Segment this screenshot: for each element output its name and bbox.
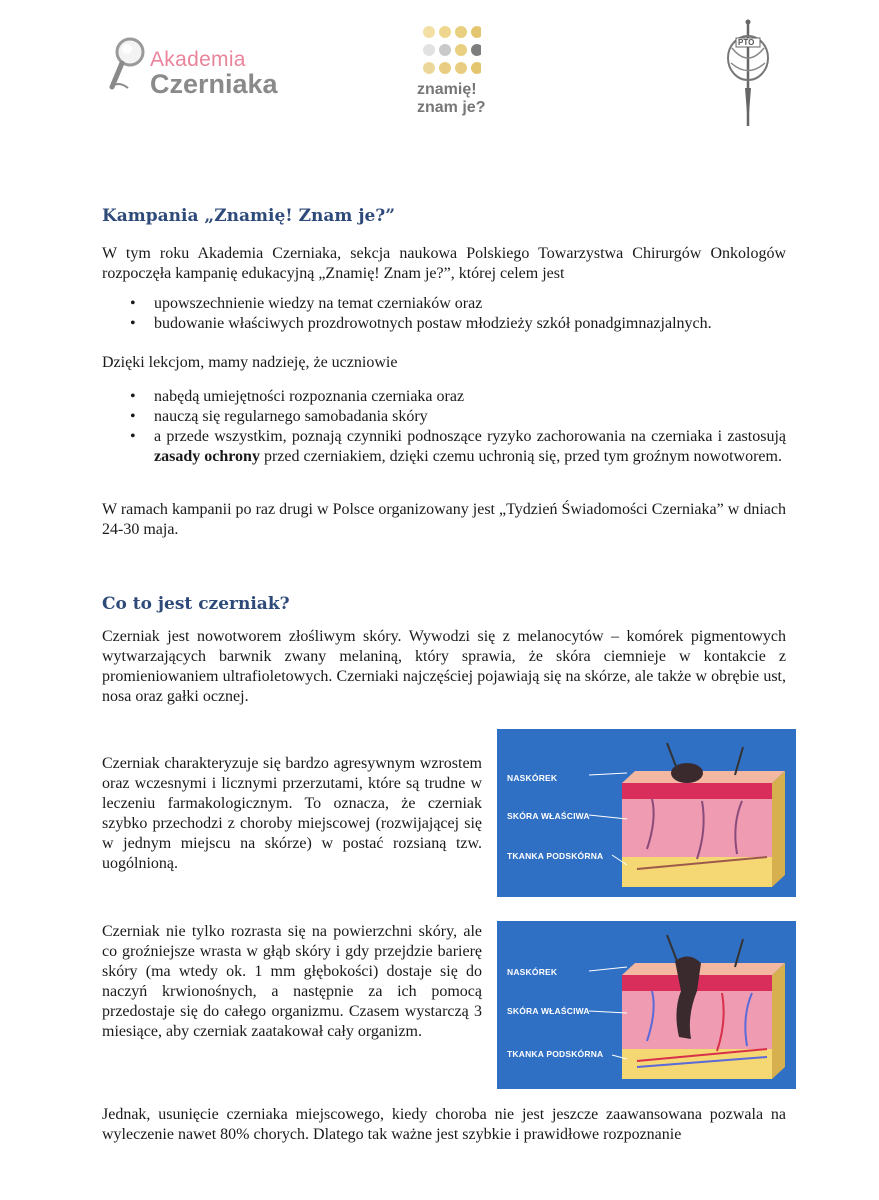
label-subcutaneous: TKANKA PODSKÓRNA bbox=[507, 1049, 604, 1059]
label-dermis: SKÓRA WŁAŚCIWA bbox=[507, 811, 590, 821]
skin-diagram-advanced bbox=[497, 921, 796, 1089]
label-epidermis: NASKÓREK bbox=[507, 967, 558, 977]
melanoma-definition: Czerniak jest nowotworem złośliwym skóry. Wywodzi się z melanocytów – komórek pigmentowych wytwarzających barwnik zwany melaniną, który sprawia, że skóra ciemnieje w kontakcie z promieniowaniem ultrafioletowych. Czerniaki najczęściej pojawiają się na skórze, ale także w obrębie ust, nosa oraz gałki ocznej. bbox=[102, 628, 786, 705]
label-subcutaneous: TKANKA PODSKÓRNA bbox=[507, 851, 604, 861]
label-dermis: SKÓRA WŁAŚCIWA bbox=[507, 1006, 590, 1016]
campaign-closing: W ramach kampanii po raz drugi w Polsce organizowany jest „Tydzień Świadomości Czerniaka” w dniach 24-30 maja. bbox=[102, 501, 786, 538]
hope-text: Dzięki lekcjom, mamy nadzieję, że uczniowie bbox=[102, 354, 398, 371]
skin-layers-illustration bbox=[497, 921, 796, 1089]
skin-diagram-early bbox=[497, 729, 796, 897]
campaign-intro: W tym roku Akademia Czerniaka, sekcja naukowa Polskiego Towarzystwa Chirurgów Onkologów rozpoczęła kampanię edukacyjną „Znamię! Znam je?”, której celem jest bbox=[102, 245, 786, 282]
section-title-what-is-melanoma: Co to jest czerniak? bbox=[102, 594, 290, 614]
pto-logo bbox=[722, 18, 774, 128]
list-item: • budowanie właściwych prozdrowotnych postaw młodzieży szkół ponadgimnazjalnych. bbox=[102, 314, 786, 334]
logo-text-znam-je: znam je? bbox=[417, 99, 486, 116]
dots-grid-icon bbox=[421, 24, 481, 82]
logo-text-pto: PTO bbox=[738, 38, 755, 47]
list-item: • upowszechnienie wiedzy na temat czerniaków oraz bbox=[102, 294, 786, 314]
list-item: • a przede wszystkim, poznają czynniki podnoszące ryzyko zachorowania na czerniaka i zastosują zasady ochrony przed czerniakiem, dzięki czemu uchronią się, przed tym groźnym nowotworem. bbox=[102, 427, 786, 467]
section-title-campaign: Kampania „Znamię! Znam je?” bbox=[102, 206, 396, 226]
logo-text-czerniaka: Czerniaka bbox=[150, 69, 278, 99]
magnifier-icon bbox=[108, 32, 154, 98]
bold-protection-rules: zasady ochrony bbox=[154, 448, 260, 465]
campaign-goals-list bbox=[102, 294, 786, 334]
logo-text-akademia: Akademia bbox=[150, 48, 246, 71]
melanoma-treatment: Jednak, usunięcie czerniaka miejscowego, kiedy choroba nie jest jeszcze zaawansowana pozwala na wyleczenie nawet 80% chorych. Dlatego tak ważne jest szybkie i prawidłowe rozpoznanie bbox=[102, 1106, 786, 1143]
list-item: • nauczą się regularnego samobadania skóry bbox=[102, 407, 786, 427]
logo-text-znamie: znamię! bbox=[417, 81, 477, 98]
sword-emblem-icon bbox=[722, 18, 774, 128]
label-epidermis: NASKÓREK bbox=[507, 773, 558, 783]
list-item: • nabędą umiejętności rozpoznania czerniaka oraz bbox=[102, 387, 786, 407]
melanoma-aggressiveness: Czerniak charakteryzuje się bardzo agresywnym wzrostem oraz wczesnymi i licznymi przerzutami, które są trudne w leczeniu farmakologicznym. To oznacza, że czerniak szybko przechodzi z choroby miejscowej (rozwijającej się w jednym miejscu na skórze) w postać rozsianą tzw. uogólnioną. bbox=[102, 755, 482, 872]
melanoma-invasion: Czerniak nie tylko rozrasta się na powierzchni skóry, ale co groźniejsze wrasta w głąb skóry i gdy przejdzie barierę skóry (ma wtedy ok. 1 mm głębokości) dostaje się do naczyń krwionośnych, a następnie za ich pomocą przedostaje się do całego organizmu. Czasem wystarczą 3 miesiące, aby czerniak zaatakował cały organizm. bbox=[102, 923, 482, 1040]
outcomes-list bbox=[102, 387, 786, 467]
akademia-czerniaka-logo bbox=[108, 32, 308, 102]
znamie-znam-je-logo bbox=[415, 22, 487, 122]
